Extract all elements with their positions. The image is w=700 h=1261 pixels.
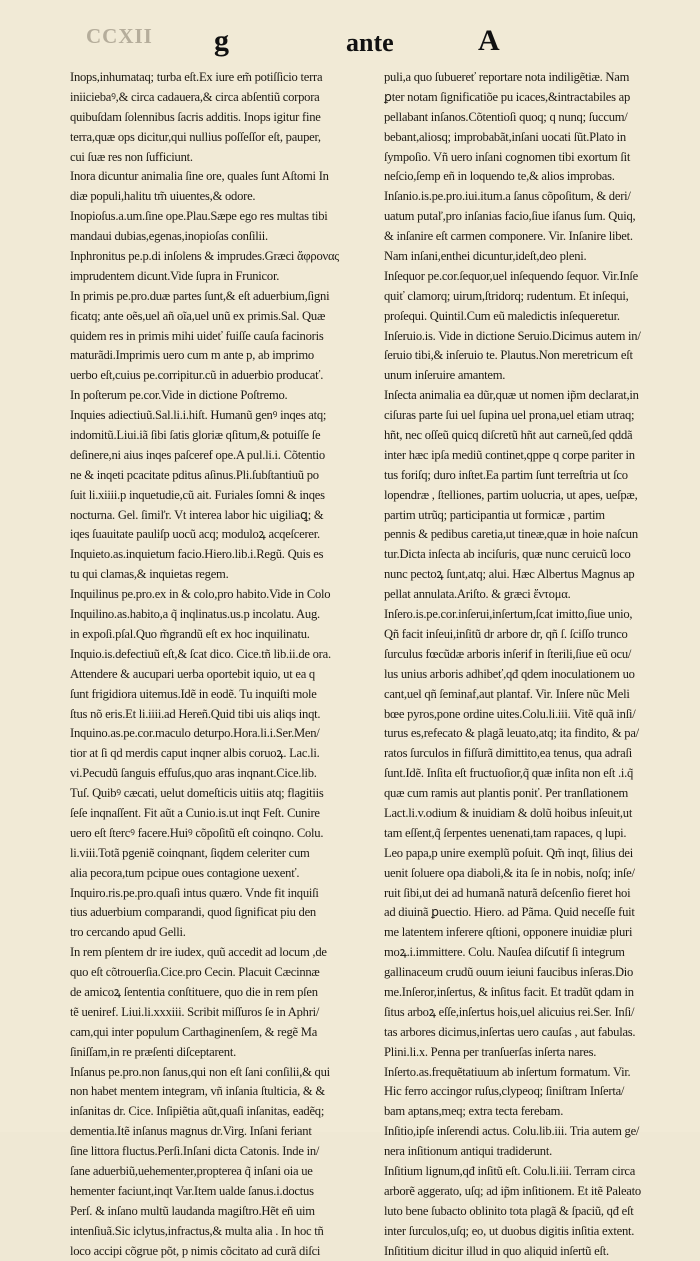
text-line: ſitus arboꝝ eſſe,inſertus hois,uel alicuius rei.Ser. Inſi/ [384, 1004, 635, 1019]
text-line: ſurculus fœcũdæ arboris inſerif in ſterili,ſiue eũ ocu/ [384, 646, 632, 661]
text-line: iqes ſuauitate pauliſp uocũ acq; moduloꝝ acqeſcerer. [70, 527, 320, 542]
text-line: maturãdi.Imprimis uero cum m ante p, ab imprimo [70, 348, 314, 363]
text-line: bœe pyros,pone ordine uites.Colu.li.iii. Vitẽ quã inſi/ [384, 706, 636, 721]
text-line: hementer faciunt,inqt Var.Item ualde ſanus.i.doctus [70, 1183, 314, 1198]
text-line: Inquiro.ris.pe.pro.quaſi intus quæro. Vnde fit inquiſi [70, 885, 319, 900]
text-line: cui ſuæ res non ſufficiunt. [70, 149, 193, 164]
running-title: ante [346, 28, 394, 57]
text-line: ſunt.Idẽ. Inſita eſt fructuoſior,q̃ quæ inſita non eſt .i.q̃ [384, 766, 634, 781]
text-line: quibuſdam ſolennibus ſacris additis. Inops igitur fine [70, 109, 321, 124]
text-line: quidem res in primis mihi uideť fuiſſe cauſa facinoris [70, 328, 324, 343]
text-line: quæ cum ramis aut plantis poniť. Per tranſlationem [384, 786, 629, 801]
text-line: Inſitio,ipſe inſerendi actus. Colu.lib.iii. Tria autem ge/ [384, 1124, 640, 1139]
text-line: ſuit li.xiiii.p inquetudie,cũ ait. Furiales ſomni & inqes [70, 487, 325, 502]
text-line: ſiniſſam,in re præſenti diſceptarent. [70, 1044, 236, 1059]
folio-number: CCXII [86, 24, 153, 48]
text-line: Inſequor pe.cor.ſequor,uel inſequendo ſequor. Vir.Inſe [384, 268, 638, 283]
text-line: Inopioſus.a.um.ſine ope.Plau.Sæpe ego res multas tibi [70, 209, 328, 224]
text-line: pennis & pedibus caretia,ut tineæ,quæ in hoie naſcun [384, 527, 638, 542]
text-line: Inphronitus pe.p.di inſolens & imprudes.Græci ἄφρονας [70, 249, 340, 264]
text-line: ſane aduerbiũ,uehementer,propterea q̃ inſani oia ue [70, 1163, 313, 1178]
text-line: Inquio.is.defectiuũ eſt,& ſcat dico. Cice.tñ lib.ii.de ora. [70, 646, 331, 661]
text-line: tro cercando apud Gelli. [70, 925, 186, 940]
text-line: uero eſt ſtercꝰ facere.Huiꝰ cõpoſitũ eſt coinqno. Colu. [70, 825, 324, 840]
text-line: puli,a quo ſubuereť reportare nota indiligẽtiæ. Nam [384, 70, 630, 84]
text-line: tius aduerbium comparandi, quod ſignificat piu den [70, 905, 316, 920]
text-line: unum inſeruire amantem. [384, 368, 506, 383]
text-line: intenſiuã.Sic iclytus,infractus,& multa alia . In hoc tñ [70, 1223, 324, 1238]
text-line: inter hæc ipſa mediũ continet,qppe q corpe pariter in [384, 447, 635, 462]
text-line: cant,uel qñ ſeminaf,aut plantaf. Vir. Inſere nũc Meli [384, 686, 630, 701]
text-line: gallinaceum crudũ ouum ieiuni faucibus inſeras.Dio [384, 965, 634, 980]
text-line: ratos ſurculos in fiſſurã dimittito,ea tenus, qua adraſi [384, 746, 632, 761]
text-line: Perſ. & inſano multũ laudanda magiſtro.Hẽt eñ uim [70, 1203, 315, 1218]
text-line: Inquilinus pe.pro.ex in & colo,pro habito.Vide in Colo [70, 587, 331, 602]
text-line: uenit ſoluere opa diaboli,& ita ſe in nobis, noſq; inſe/ [384, 865, 635, 880]
text-line: quo eſt cõtrouerſia.Cice.pro Cecin. Placuit Cæcinnæ [70, 965, 320, 980]
text-line: in expoſi.pſal.Quo m̃grandũ eſt ex hoc inquilinatu. [70, 626, 310, 641]
text-line: pellabant inſanos.Cõtentioſi quoq; q nunq; ſuccum/ [384, 109, 628, 124]
text-line: ficatq; ante oẽs,uel añ oĩa,uel unũ ex primis.Sal. Quæ [70, 308, 326, 323]
signature-mark: g [214, 24, 229, 57]
text-line: Inquieto.as.inquietum facio.Hiero.lib.i.Regũ. Quis es [70, 547, 324, 562]
text-line: uatum putaľ,pro inſanias facio,ſiue iſanus ſum. Quiq, [384, 209, 636, 224]
text-line: proſequi. Quintil.Cum eũ maledictis inſequeretur. [384, 308, 620, 323]
text-line: In poſterum pe.cor.Vide in dictione Poſtremo. [70, 388, 288, 403]
text-line: nunc pectoꝝ ſunt,atq; alui. Hæc Albertus Magnus ap [384, 567, 635, 582]
text-line: In primis pe.pro.duæ partes ſunt,& eſt aduerbium,ſigni [70, 288, 330, 303]
text-line: de amicoꝝ ſententia conſtituere, quo die in rem pſen [70, 984, 318, 999]
text-line: tẽ ueniref. Liui.li.xxxiii. Scribit miſſuros ſe in Aphri/ [70, 1004, 320, 1019]
text-line: hñt, nec oſſeũ quicq diſcretũ hñt aut carneũ,ſed qddã [384, 428, 633, 443]
text-line: indomitũ.Liui.iã ſibi ſatis gloriæ qſitum,& potuiſſe ſe [70, 428, 321, 443]
text-line: quiť clamorq; uirum,ſtridorq; rudentum. Et inſequi, [384, 288, 629, 303]
text-line: ꝑter notam ſignificatiõe pu icaces,&intractabiles ap [384, 89, 631, 104]
text-line: nera inſitionum antiqui tradiderunt. [384, 1144, 552, 1159]
text-line: arborẽ aggerato, uſq; ad ip̃m inſitionem. Et itẽ Paleato [384, 1183, 641, 1198]
text-line: nocturna. Gel. ſimiľr. Vt interea labor hic uigiliaꝗ; & [70, 507, 324, 522]
text-line: tur.Dicta inſecta ab inciſuris, quæ nunc ceruicũ loco [384, 547, 631, 562]
text-line: Inſanio.is.pe.pro.iui.itum.a ſanus cõpoſitum, & deri/ [384, 189, 631, 204]
text-line: partim utrũq; participantia ut formicæ , partim [384, 507, 605, 522]
text-line: lus unius arboris adhibeť,qđ qdem inoculationem uo [384, 666, 635, 681]
text-line: non habet mentem integram, vñ inſania ſtulticia, & & [70, 1084, 325, 1099]
text-line: inſanitas dr. Cice. Inſipiẽtia aũt,quaſi inſanitas, eadẽq; [70, 1104, 325, 1119]
text-line: inter ſurculos,uſq; eo, ut duobus digitis inſitia extent. [384, 1223, 635, 1238]
text-line: deſinere,ni aius inqes paſceref ope.A pul.li.i. Cõtentio [70, 447, 325, 462]
text-line: ſeſe inqnaſſent. Fit aũt a Cunio.is.ut inqt Feſt. Cunire [70, 805, 320, 820]
text-line: Hic ferro accingor ruſus,clypeoq; ſiniſtram Inſerta/ [384, 1084, 625, 1099]
text-line: Inora dicuntur animalia ſine ore, quales ſunt Aſtomi In [70, 169, 329, 184]
text-line: tam eſſent,q̃ ſerpentes uenenati,tam rapaces, q lupi. [384, 825, 627, 840]
text-line: Plini.li.x. Penna per tranſuerſas inſerta nares. [384, 1044, 597, 1059]
text-line: Inſanus pe.pro.non ſanus,qui non eſt ſani conſilii,& qui [70, 1064, 330, 1079]
text-line: imprudentem dicunt.Vide ſupra in Frunicor. [70, 268, 280, 283]
section-letter: A [478, 24, 500, 57]
text-line: ciſuras parte ſui uel ſupina uel prona,uel etiam utraq; [384, 408, 635, 423]
text-line: Tuſ. Quibꝰ cæcati, uelut domeſticis uitiis atq; flagitiis [70, 786, 324, 801]
text-line: loco accipi cõgrue põt, p nimis cõcitato ad curã diſci [70, 1243, 321, 1258]
text-line: & inſanire eſt carmen componere. Vir. Inſanire libet. [384, 229, 633, 244]
text-line: ne & inqeti pcacitate pditus aſinus.Pli.ſubſtantiuũ po [70, 467, 319, 482]
text-line: tu qui clamas,& inquietas regem. [70, 567, 229, 582]
text-line: uerbo eſt,cuius pe.corripitur.cũ in aduerbio producať. [70, 368, 324, 383]
text-line: tus foriſq; duro inſtet.Ea partim ſunt terreſtria ut ſco [384, 467, 628, 482]
text-line: Qñ facit inſeui,inſitũ dr arbore dr, qñ ſ. ſciſſo trunco [384, 626, 628, 641]
text-line: tior at ſi qd merdis caput inqner albis coruoꝝ. Lac.li. [70, 746, 320, 761]
text-line: lopendræ , ſtelliones, partim uolucria, ut apes, ueſpæ, [384, 487, 638, 502]
text-line: terra,quæ ops dicitur,qui nullius poſſeſſor eſt, pauper, [70, 129, 321, 144]
text-line: turus es,refecato & plagã leuato,atq; ita findito, & pa/ [384, 726, 639, 741]
text-line: dementia.Itẽ inſanus magnus dr.Virg. Inſani feriant [70, 1124, 312, 1139]
text-line: Inquies adiectiuũ.Sal.li.i.hiſt. Humanũ genꝰ inqes atq; [70, 408, 327, 423]
left-column [70, 68, 370, 1258]
text-line: Attendere & aucupari uerba oportebit iquio, ut ea q [70, 666, 315, 681]
text-line: Inſitium lignum,qđ inſitũ eſt. Colu.li.iii. Terram circa [384, 1163, 636, 1178]
text-line: Inſititium dicitur illud in quo aliquid inſertũ eſt. [384, 1243, 609, 1258]
text-line: cam,qui inter populum Carthaginenſem, & regẽ Ma [70, 1024, 318, 1039]
text-line: bebant,aliosq; improbabãt,inſani uocati ſũt.Plato in [384, 129, 626, 144]
text-line: mandaui dubias,egenas,inopioſas conſilii. [70, 229, 268, 244]
text-line: In rem pſentem dr ire iudex, quũ accedit ad locum ,de [70, 945, 327, 960]
text-line: Inops,inhumataq; turba eſt.Ex iure em̃ potiſſicio terra [70, 70, 323, 84]
text-line: Lact.li.v.odium & inuidiam & dolũ hoibus inſeuit,ut [384, 805, 633, 820]
text-line: neſcio,ſemp eñ in loquendo te,& alios improbas. [384, 169, 615, 184]
text-line: ruit ſibi,ut dei ad humanã naturã deſcenſio fieret hoi [384, 885, 631, 900]
text-line: Inſerto.as.frequẽtatiuum ab inſertum formatum. Vir. [384, 1064, 631, 1079]
text-line: ſine littora fluctus.Perſi.Inſani dicta Catonis. Inde in/ [70, 1144, 320, 1159]
text-line: luto bene ſubacto oblinito tota plagã & ſpaciũ, qđ eſt [384, 1203, 634, 1218]
text-line: ſtus nõ eris.Et li.iiii.ad Hereñ.Quid tibi uis aliqs inqt. [70, 706, 321, 721]
text-line: bam aptans,meq; extra tecta ferebam. [384, 1104, 564, 1119]
text-line: Inſecta animalia ea dũr,quæ ut nomen ip̃m declarat,in [384, 388, 639, 403]
text-line: moꝝ.i.immittere. Colu. Nauſea diſcutif ſi integrum [384, 945, 625, 960]
right-column [384, 68, 690, 1258]
text-line: ſeruio tibi,& inſeruio te. Plautus.Non meretricum eſt [384, 348, 633, 363]
text-line: alia pecora,tum pcipue oues contagione uexenť. [70, 865, 300, 880]
text-line: ſympoſio. Vñ uero inſani cognomen tibi exortum ſit [384, 149, 631, 164]
text-line: Inſeruio.is. Vide in dictione Seruio.Dicimus autem in/ [384, 328, 641, 343]
text-line: me latentem inferere qſtioni, opponere inuidiæ pluri [384, 925, 633, 940]
text-line: pellat annulata.Ariſto. & græci ἔντομα. [384, 587, 571, 602]
text-line: ſunt frigidiora uitemus.Idẽ in eodẽ. Tu inquiſti mole [70, 686, 317, 701]
text-line: Nam inſani,enthei dicuntur,ideſt,deo pleni. [384, 249, 587, 264]
text-line: vi.Pecudũ ſanguis effuſus,quo aras inqnant.Cice.lib. [70, 766, 317, 781]
text-line: me.Inſeror,inſertus, & inſitus facit. Et tradũt qdam in [384, 984, 634, 999]
text-line: tas arbores dicimus,inſertas uero cauſas , aut fabulas. [384, 1024, 636, 1039]
text-line: Leo papa,p unire exemplũ poſuit. Qm̃ inqt, ſilius dei [384, 845, 633, 860]
text-line: ad diuinã ꝑuectio. Hiero. ad Pãma. Quid neceſſe fuit [384, 905, 635, 920]
text-line: iniiciebaꝰ,& circa cadauera,& circa abſentiũ corpora [70, 89, 320, 104]
text-line: li.viii.Totã pgeniẽ coinqnant, ſiqdem celeriter cum [70, 845, 310, 860]
text-line: Inquilino.as.habito,a q̃ inqlinatus.us.p incolatu. Aug. [70, 607, 320, 622]
text-line: Inſero.is.pe.cor.inſerui,inſertum,ſcat imitto,ſiue unio, [384, 607, 633, 622]
text-line: Inquino.as.pe.cor.maculo deturpo.Hora.li.i.Ser.Men/ [70, 726, 320, 741]
text-line: diæ populi,halitu tm̃ uiuentes,& odore. [70, 189, 256, 204]
